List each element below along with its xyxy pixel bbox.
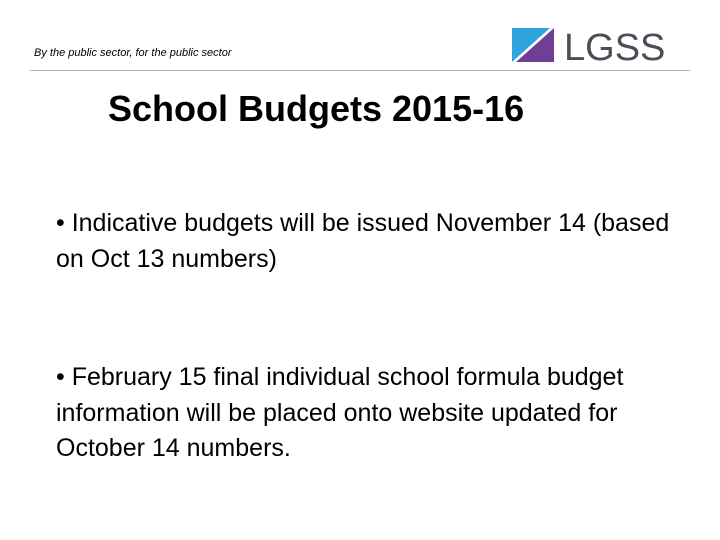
tagline: By the public sector, for the public sector <box>34 47 232 59</box>
header-divider <box>30 70 690 71</box>
logo-text: LGSS <box>564 27 666 68</box>
lgss-logo <box>510 22 680 68</box>
bullet-item-2: • February 15 final individual school formula budget information will be placed onto website updated for October 14 numbers. <box>56 363 624 462</box>
slide-title: School Budgets 2015-16 <box>108 88 525 129</box>
bullet-item-1: • Indicative budgets will be issued November 14 (based on Oct 13 numbers) <box>56 209 670 273</box>
lgss-logo-mark-icon <box>512 28 554 62</box>
